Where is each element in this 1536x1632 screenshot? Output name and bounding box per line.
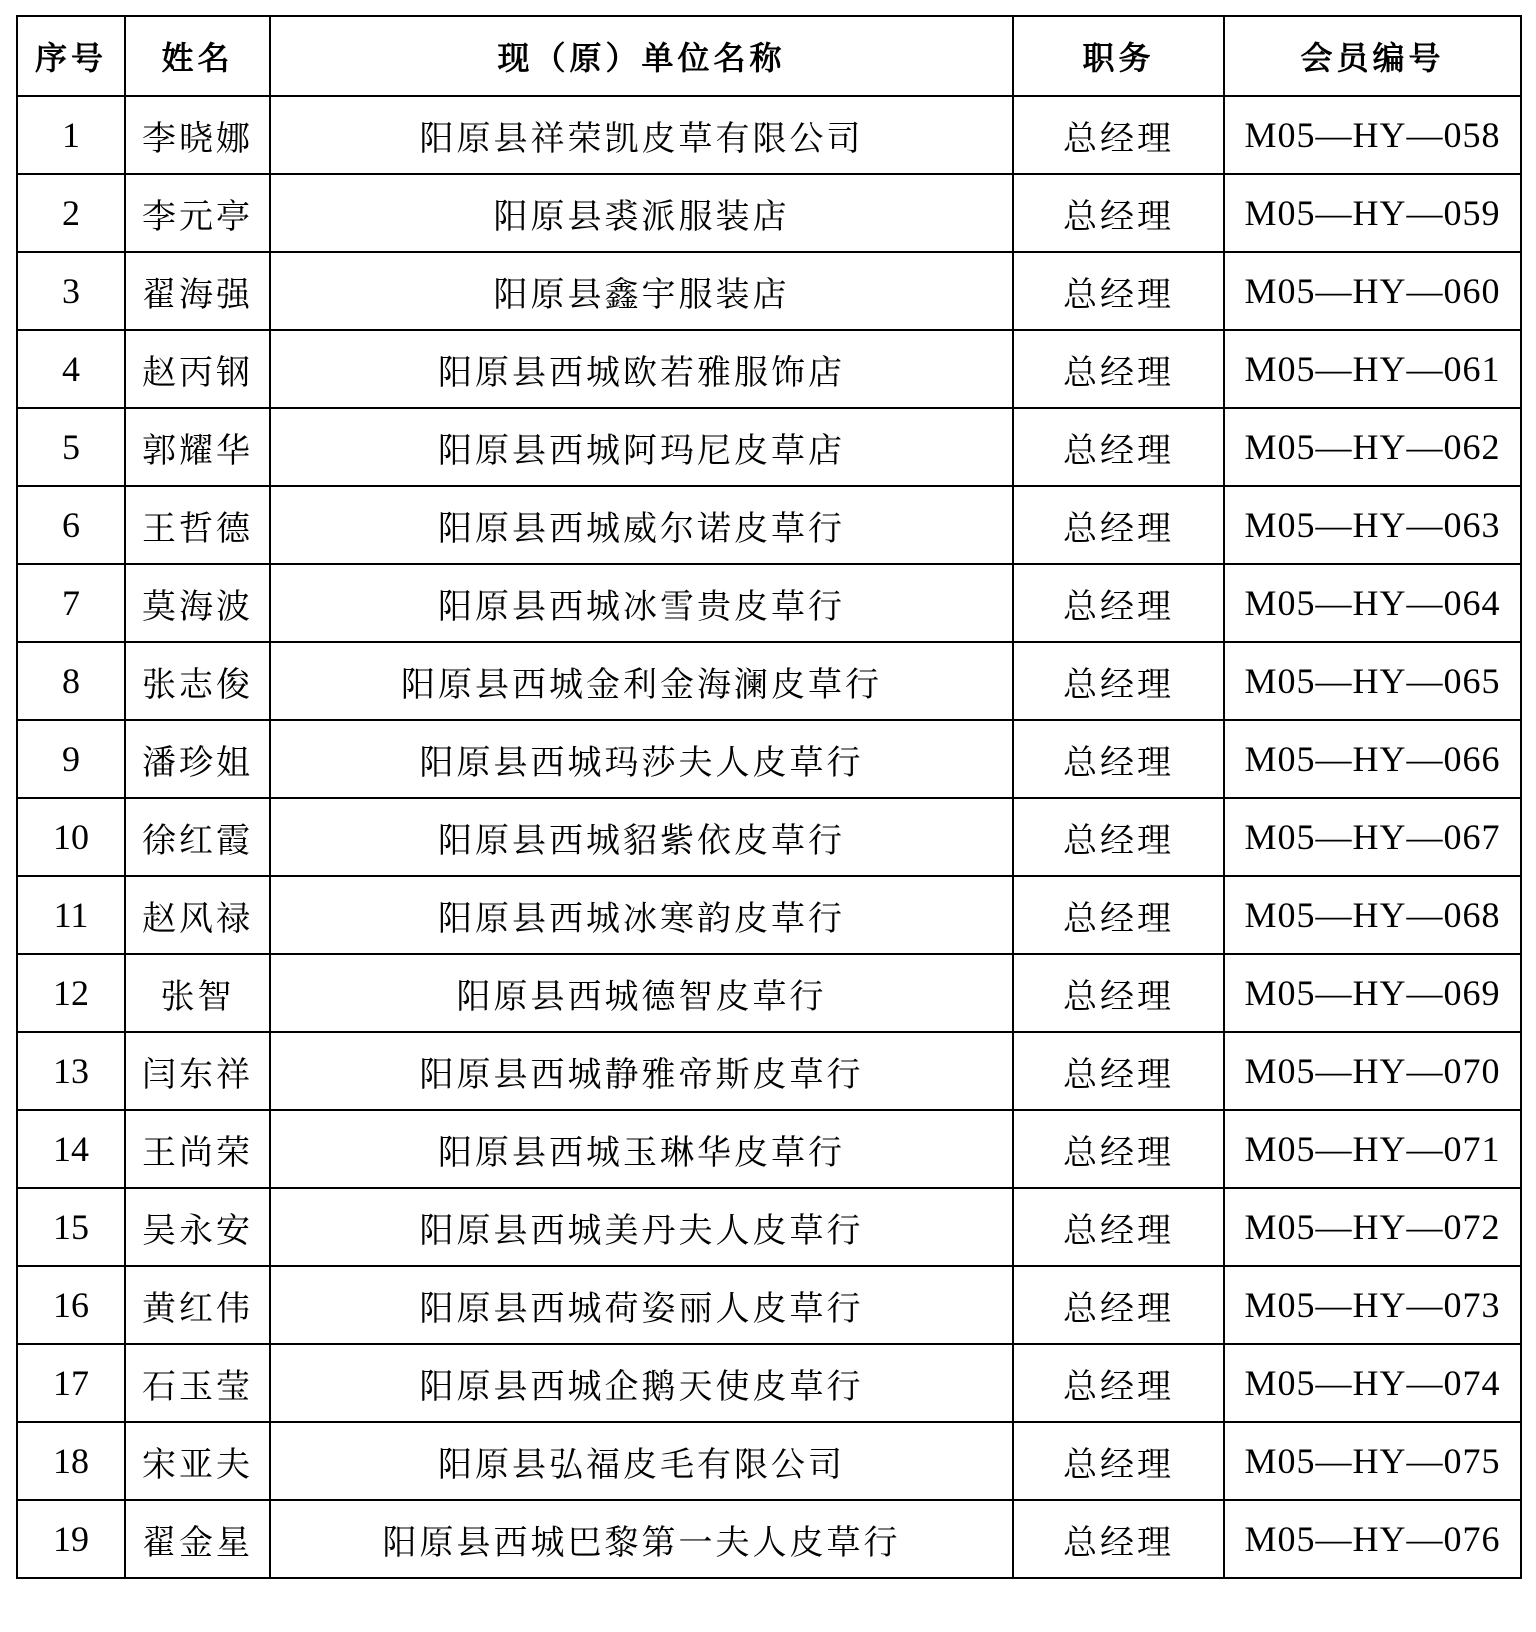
cell-position: 总经理 — [1013, 408, 1224, 486]
cell-seq: 2 — [17, 174, 125, 252]
table-body — [17, 96, 1521, 1578]
cell-member-id: M05—HY—070 — [1224, 1032, 1521, 1110]
cell-unit: 阳原县西城欧若雅服饰店 — [270, 330, 1013, 408]
cell-unit: 阳原县西城玉琳华皮草行 — [270, 1110, 1013, 1188]
header-member-id: 会员编号 — [1224, 16, 1521, 96]
cell-seq: 7 — [17, 564, 125, 642]
cell-position: 总经理 — [1013, 1344, 1224, 1422]
table-row — [17, 1266, 1521, 1344]
cell-member-id: M05—HY—076 — [1224, 1500, 1521, 1578]
cell-seq: 16 — [17, 1266, 125, 1344]
cell-unit: 阳原县西城德智皮草行 — [270, 954, 1013, 1032]
cell-seq: 8 — [17, 642, 125, 720]
cell-seq: 3 — [17, 252, 125, 330]
cell-member-id: M05—HY—059 — [1224, 174, 1521, 252]
member-list-document — [16, 15, 1522, 1579]
cell-name: 翟海强 — [125, 252, 270, 330]
cell-name: 王哲德 — [125, 486, 270, 564]
cell-seq: 5 — [17, 408, 125, 486]
cell-name: 石玉莹 — [125, 1344, 270, 1422]
cell-name: 李晓娜 — [125, 96, 270, 174]
header-position: 职务 — [1013, 16, 1224, 96]
cell-seq: 6 — [17, 486, 125, 564]
cell-position: 总经理 — [1013, 1266, 1224, 1344]
cell-seq: 14 — [17, 1110, 125, 1188]
cell-position: 总经理 — [1013, 642, 1224, 720]
cell-position: 总经理 — [1013, 876, 1224, 954]
cell-unit: 阳原县西城荷姿丽人皮草行 — [270, 1266, 1013, 1344]
cell-unit: 阳原县西城金利金海澜皮草行 — [270, 642, 1013, 720]
table-header — [17, 16, 1521, 96]
member-table — [16, 15, 1522, 1579]
header-name: 姓名 — [125, 16, 270, 96]
table-row — [17, 876, 1521, 954]
cell-position: 总经理 — [1013, 252, 1224, 330]
cell-unit: 阳原县西城威尔诺皮草行 — [270, 486, 1013, 564]
cell-unit: 阳原县西城玛莎夫人皮草行 — [270, 720, 1013, 798]
table-row — [17, 330, 1521, 408]
cell-member-id: M05—HY—061 — [1224, 330, 1521, 408]
cell-position: 总经理 — [1013, 1110, 1224, 1188]
cell-unit: 阳原县西城冰雪贵皮草行 — [270, 564, 1013, 642]
cell-unit: 阳原县西城巴黎第一夫人皮草行 — [270, 1500, 1013, 1578]
cell-position: 总经理 — [1013, 330, 1224, 408]
cell-member-id: M05—HY—066 — [1224, 720, 1521, 798]
cell-position: 总经理 — [1013, 174, 1224, 252]
cell-name: 张志俊 — [125, 642, 270, 720]
cell-name: 赵风禄 — [125, 876, 270, 954]
table-row — [17, 1344, 1521, 1422]
cell-unit: 阳原县西城静雅帝斯皮草行 — [270, 1032, 1013, 1110]
cell-name: 郭耀华 — [125, 408, 270, 486]
table-row — [17, 174, 1521, 252]
cell-member-id: M05—HY—065 — [1224, 642, 1521, 720]
cell-name: 张智 — [125, 954, 270, 1032]
cell-unit: 阳原县西城美丹夫人皮草行 — [270, 1188, 1013, 1266]
cell-unit: 阳原县西城貂紫依皮草行 — [270, 798, 1013, 876]
cell-member-id: M05—HY—060 — [1224, 252, 1521, 330]
cell-name: 吴永安 — [125, 1188, 270, 1266]
cell-member-id: M05—HY—062 — [1224, 408, 1521, 486]
cell-member-id: M05—HY—063 — [1224, 486, 1521, 564]
cell-position: 总经理 — [1013, 720, 1224, 798]
table-row — [17, 798, 1521, 876]
cell-position: 总经理 — [1013, 96, 1224, 174]
cell-unit: 阳原县西城企鹅天使皮草行 — [270, 1344, 1013, 1422]
table-row — [17, 252, 1521, 330]
cell-position: 总经理 — [1013, 564, 1224, 642]
cell-seq: 9 — [17, 720, 125, 798]
cell-unit: 阳原县西城阿玛尼皮草店 — [270, 408, 1013, 486]
cell-name: 莫海波 — [125, 564, 270, 642]
cell-unit: 阳原县鑫宇服装店 — [270, 252, 1013, 330]
cell-member-id: M05—HY—071 — [1224, 1110, 1521, 1188]
cell-member-id: M05—HY—075 — [1224, 1422, 1521, 1500]
cell-member-id: M05—HY—073 — [1224, 1266, 1521, 1344]
cell-name: 王尚荣 — [125, 1110, 270, 1188]
table-row — [17, 720, 1521, 798]
cell-position: 总经理 — [1013, 1422, 1224, 1500]
cell-unit: 阳原县弘福皮毛有限公司 — [270, 1422, 1013, 1500]
cell-seq: 19 — [17, 1500, 125, 1578]
cell-position: 总经理 — [1013, 1032, 1224, 1110]
cell-seq: 18 — [17, 1422, 125, 1500]
cell-seq: 1 — [17, 96, 125, 174]
table-row — [17, 486, 1521, 564]
cell-name: 潘珍姐 — [125, 720, 270, 798]
cell-name: 黄红伟 — [125, 1266, 270, 1344]
cell-seq: 4 — [17, 330, 125, 408]
cell-member-id: M05—HY—068 — [1224, 876, 1521, 954]
table-row — [17, 1422, 1521, 1500]
table-row — [17, 1500, 1521, 1578]
cell-member-id: M05—HY—058 — [1224, 96, 1521, 174]
table-row — [17, 954, 1521, 1032]
cell-seq: 12 — [17, 954, 125, 1032]
header-seq: 序号 — [17, 16, 125, 96]
cell-unit: 阳原县祥荣凯皮草有限公司 — [270, 96, 1013, 174]
cell-name: 李元亭 — [125, 174, 270, 252]
table-row — [17, 1032, 1521, 1110]
cell-member-id: M05—HY—072 — [1224, 1188, 1521, 1266]
cell-position: 总经理 — [1013, 798, 1224, 876]
cell-name: 翟金星 — [125, 1500, 270, 1578]
cell-seq: 10 — [17, 798, 125, 876]
cell-member-id: M05—HY—067 — [1224, 798, 1521, 876]
cell-position: 总经理 — [1013, 1500, 1224, 1578]
cell-name: 徐红霞 — [125, 798, 270, 876]
table-row — [17, 1188, 1521, 1266]
table-row — [17, 642, 1521, 720]
cell-unit: 阳原县西城冰寒韵皮草行 — [270, 876, 1013, 954]
cell-seq: 11 — [17, 876, 125, 954]
cell-name: 闫东祥 — [125, 1032, 270, 1110]
cell-name: 赵丙钢 — [125, 330, 270, 408]
header-row — [17, 16, 1521, 96]
header-unit: 现（原）单位名称 — [270, 16, 1013, 96]
cell-member-id: M05—HY—069 — [1224, 954, 1521, 1032]
cell-seq: 15 — [17, 1188, 125, 1266]
cell-position: 总经理 — [1013, 486, 1224, 564]
table-row — [17, 96, 1521, 174]
cell-position: 总经理 — [1013, 1188, 1224, 1266]
table-row — [17, 564, 1521, 642]
cell-seq: 17 — [17, 1344, 125, 1422]
cell-name: 宋亚夫 — [125, 1422, 270, 1500]
cell-position: 总经理 — [1013, 954, 1224, 1032]
table-row — [17, 1110, 1521, 1188]
cell-member-id: M05—HY—064 — [1224, 564, 1521, 642]
table-row — [17, 408, 1521, 486]
cell-seq: 13 — [17, 1032, 125, 1110]
cell-member-id: M05—HY—074 — [1224, 1344, 1521, 1422]
cell-unit: 阳原县裘派服装店 — [270, 174, 1013, 252]
